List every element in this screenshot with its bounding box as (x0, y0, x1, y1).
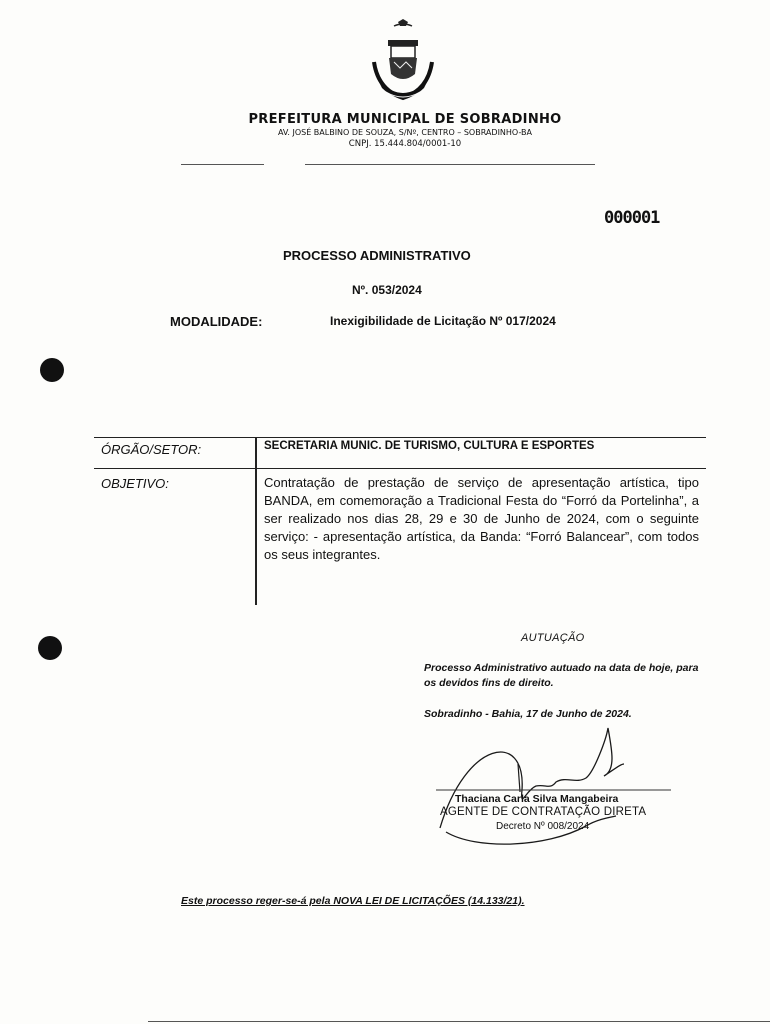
objetivo-label: OBJETIVO: (101, 476, 169, 491)
table-column-divider (255, 437, 257, 605)
signatory-decree: Decreto Nº 008/2024 (496, 821, 590, 832)
municipality-cnpj: CNPJ. 15.444.804/0001-10 (348, 139, 462, 149)
modalidade-value: Inexigibilidade de Licitação Nº 017/2024 (330, 314, 556, 328)
page-bottom-rule (148, 1021, 770, 1022)
signatory-name: Thaciana Carla Silva Mangabeira (455, 793, 619, 805)
signatory-role: AGENTE DE CONTRATAÇÃO DIRETA (440, 806, 647, 818)
modalidade-label: MODALIDADE: (170, 314, 263, 329)
objetivo-value: Contratação de prestação de serviço de apresentação artística, tipo BANDA, em comemoração a Tradicional Festa do “Forró da Portelinha”, a ser realizado nos dias 28, 29 e 30 de Junho de 2024, com o seguinte serviço: - apresentação artística, da Banda: “Forró Balancear”, com todos os seus integrantes. (264, 475, 699, 562)
binder-hole-top (40, 358, 64, 382)
municipality-name: PREFEITURA MUNICIPAL DE SOBRADINHO (248, 112, 562, 127)
municipal-coat-of-arms-icon (364, 18, 442, 108)
autuacao-title: AUTUAÇÃO (521, 632, 585, 644)
autuacao-text: Processo Administrativo autuado na data de hoje, para os devidos fins de direito. (424, 662, 699, 689)
binder-hole-bottom (38, 636, 62, 660)
header-rule-left (181, 164, 264, 165)
orgao-value: SECRETARIA MUNIC. DE TURISMO, CULTURA E ESPORTES (264, 440, 595, 452)
table-row-divider (94, 468, 706, 469)
footer-note: Este processo reger-se-á pela NOVA LEI DE LICITAÇÕES (14.133/21). (181, 895, 525, 907)
header-rule-right (305, 164, 595, 165)
autuacao-date: Sobradinho - Bahia, 17 de Junho de 2024. (424, 708, 632, 720)
orgao-label: ÓRGÃO/SETOR: (101, 442, 202, 457)
process-title: PROCESSO ADMINISTRATIVO (283, 248, 471, 263)
table-top-border (94, 437, 706, 438)
process-number: Nº. 053/2024 (352, 283, 422, 297)
municipality-address: AV. JOSÉ BALBINO DE SOUZA, S/Nº, CENTRO – SOBRADINHO-BA (277, 128, 533, 137)
page-number-stamp: 000001 (604, 208, 660, 228)
